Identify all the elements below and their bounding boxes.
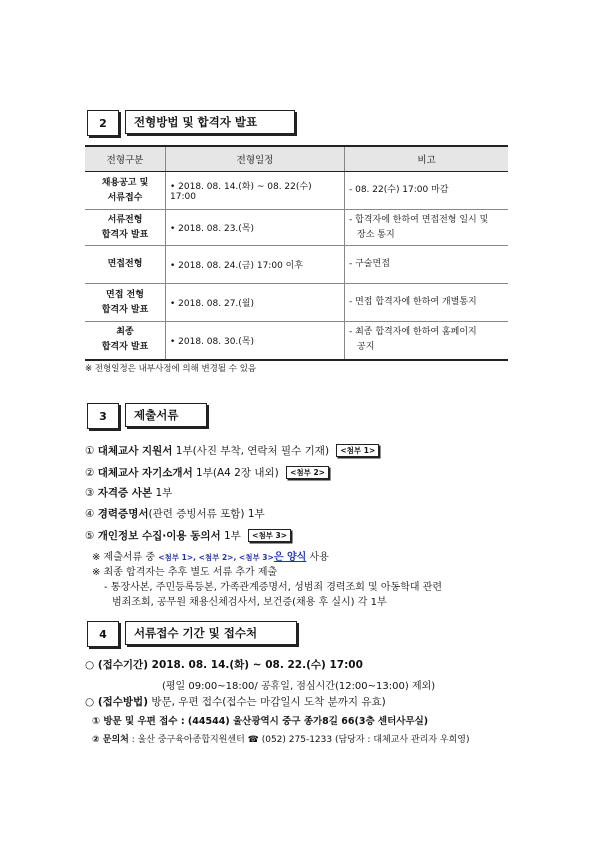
- section-number: 4: [87, 621, 119, 647]
- table-row: [85, 246, 508, 284]
- document-item: [85, 506, 265, 521]
- remark-cell: 공지: [357, 342, 375, 353]
- attachment-tags: <첨부 1>, <첨부 2>, <첨부 3>: [158, 553, 274, 562]
- additional-docs: 범죄조회, 공무원 채용신체검사서, 보건증(채용 후 실시) 각 1부: [112, 597, 387, 608]
- table-row: [85, 172, 508, 210]
- schedule-cell: • 2018. 08. 27.(월): [166, 284, 345, 322]
- remark-cell: - 최종 합격자에 한하여 홈페이지: [349, 327, 477, 338]
- table-row: [85, 322, 508, 360]
- stage-label: 합격자 발표: [101, 229, 149, 240]
- item-name: 자격증 사본: [97, 487, 153, 499]
- item-name: 대체교사 자기소개서: [97, 467, 193, 479]
- remark-cell: - 구술면접: [349, 259, 390, 269]
- section-2-header: [87, 110, 295, 136]
- schedule-cell: • 2018. 08. 14.(화) ~ 08. 22(수) 17:00: [166, 172, 345, 210]
- table-row: [85, 284, 508, 322]
- note-text: 사용: [306, 552, 329, 563]
- contact-info: [92, 732, 470, 745]
- remark-cell: 장소 통지: [357, 229, 395, 240]
- item-detail: (관련 증빙서류 포함) 1부: [148, 508, 265, 520]
- section-number: 3: [87, 403, 119, 429]
- application-hours: (평일 09:00~18:00/ 공휴일, 점심시간(12:00~13:00) 제외): [162, 681, 436, 692]
- stage-label: 면접 전형: [106, 289, 144, 300]
- note-text: ※ 제출서류 중: [92, 552, 159, 563]
- column-header: 전형일정: [166, 146, 345, 172]
- item-detail: 1부(사진 부착, 연락처 필수 기재): [172, 445, 330, 457]
- table-header-row: [85, 146, 508, 172]
- stage-label: 합격자 발표: [101, 342, 149, 353]
- schedule-cell: • 2018. 08. 30.(목): [166, 322, 345, 360]
- item-detail: 1부: [220, 530, 241, 542]
- application-method: [85, 694, 386, 709]
- contact-label: ② 문의처: [92, 735, 129, 745]
- attachment-tag: <첨부 2>: [286, 466, 329, 479]
- application-period: ○ (접수기간) 2018. 08. 14.(화) ~ 08. 22.(수) 17:00: [85, 659, 363, 671]
- schedule-note: ※ 전형일정은 내부사정에 의해 변경될 수 있음: [85, 364, 257, 374]
- stage-label: 서류전형: [107, 214, 143, 225]
- form-emphasis: 은 양식: [273, 552, 307, 563]
- section-title: 제출서류: [125, 403, 207, 427]
- stage-label: 면접전형: [107, 259, 143, 269]
- item-name: 대체교사 지원서: [97, 445, 173, 457]
- attachment-tag: <첨부 1>: [336, 444, 379, 457]
- column-header: 전형구분: [85, 146, 166, 172]
- section-title: 서류접수 기간 및 접수처: [125, 621, 297, 645]
- method-label: ○ (접수방법): [85, 696, 148, 708]
- item-marker: ③: [85, 487, 95, 499]
- additional-docs: - 통장사본, 주민등록등본, 가족관계증명서, 성범죄 경력조회 및 아동학대 관련: [104, 582, 443, 593]
- stage-label: 최종: [116, 327, 134, 338]
- section-4-header: [87, 621, 297, 647]
- item-marker: ①: [85, 445, 95, 457]
- document-item: [85, 465, 329, 480]
- document-item: [85, 443, 379, 458]
- remark-cell: - 합격자에 한하여 면접전형 일시 및: [349, 214, 489, 225]
- column-header: 비고: [345, 146, 509, 172]
- item-detail: 1부(A4 2장 내외): [192, 467, 279, 479]
- submission-address: ① 방문 및 우편 접수 : (44544) 울산광역시 중구 종가8길 66(3층 센터사무실): [92, 716, 429, 727]
- remark-cell: - 면접 합격자에 한하여 개별통지: [349, 297, 477, 307]
- section-3-header: [87, 403, 207, 429]
- item-marker: ②: [85, 467, 95, 479]
- section-title: 전형방법 및 합격자 발표: [125, 110, 295, 134]
- table-row: [85, 210, 508, 246]
- form-note: [92, 548, 329, 563]
- item-detail: 1부: [152, 487, 173, 499]
- additional-note: ※ 최종 합격자는 추후 별도 서류 추가 제출: [92, 567, 278, 578]
- document-item: [85, 528, 291, 543]
- schedule-cell: • 2018. 08. 24.(금) 17:00 이후: [166, 246, 345, 284]
- item-marker: ⑤: [85, 530, 95, 542]
- stage-label: 합격자 발표: [101, 304, 149, 315]
- item-name: 개인정보 수집·이용 동의서: [97, 530, 221, 542]
- stage-label: 채용공고 및: [101, 177, 149, 188]
- item-marker: ④: [85, 508, 95, 520]
- document-item: [85, 485, 172, 500]
- schedule-table: [85, 145, 508, 361]
- method-detail: 방문, 우편 접수(접수는 마감일시 도착 분까지 유효): [148, 696, 386, 708]
- remark-cell: - 08. 22(수) 17:00 마감: [349, 185, 449, 195]
- schedule-cell: • 2018. 08. 23.(목): [166, 210, 345, 246]
- stage-label: 서류접수: [107, 192, 143, 203]
- item-name: 경력증명서: [97, 508, 149, 520]
- section-number: 2: [87, 110, 119, 136]
- contact-detail: : 울산 중구육아종합지원센터 ☎ (052) 275-1233 (담당자 : 대체교사 관리자 우희영): [128, 735, 470, 745]
- attachment-tag: <첨부 3>: [248, 529, 291, 542]
